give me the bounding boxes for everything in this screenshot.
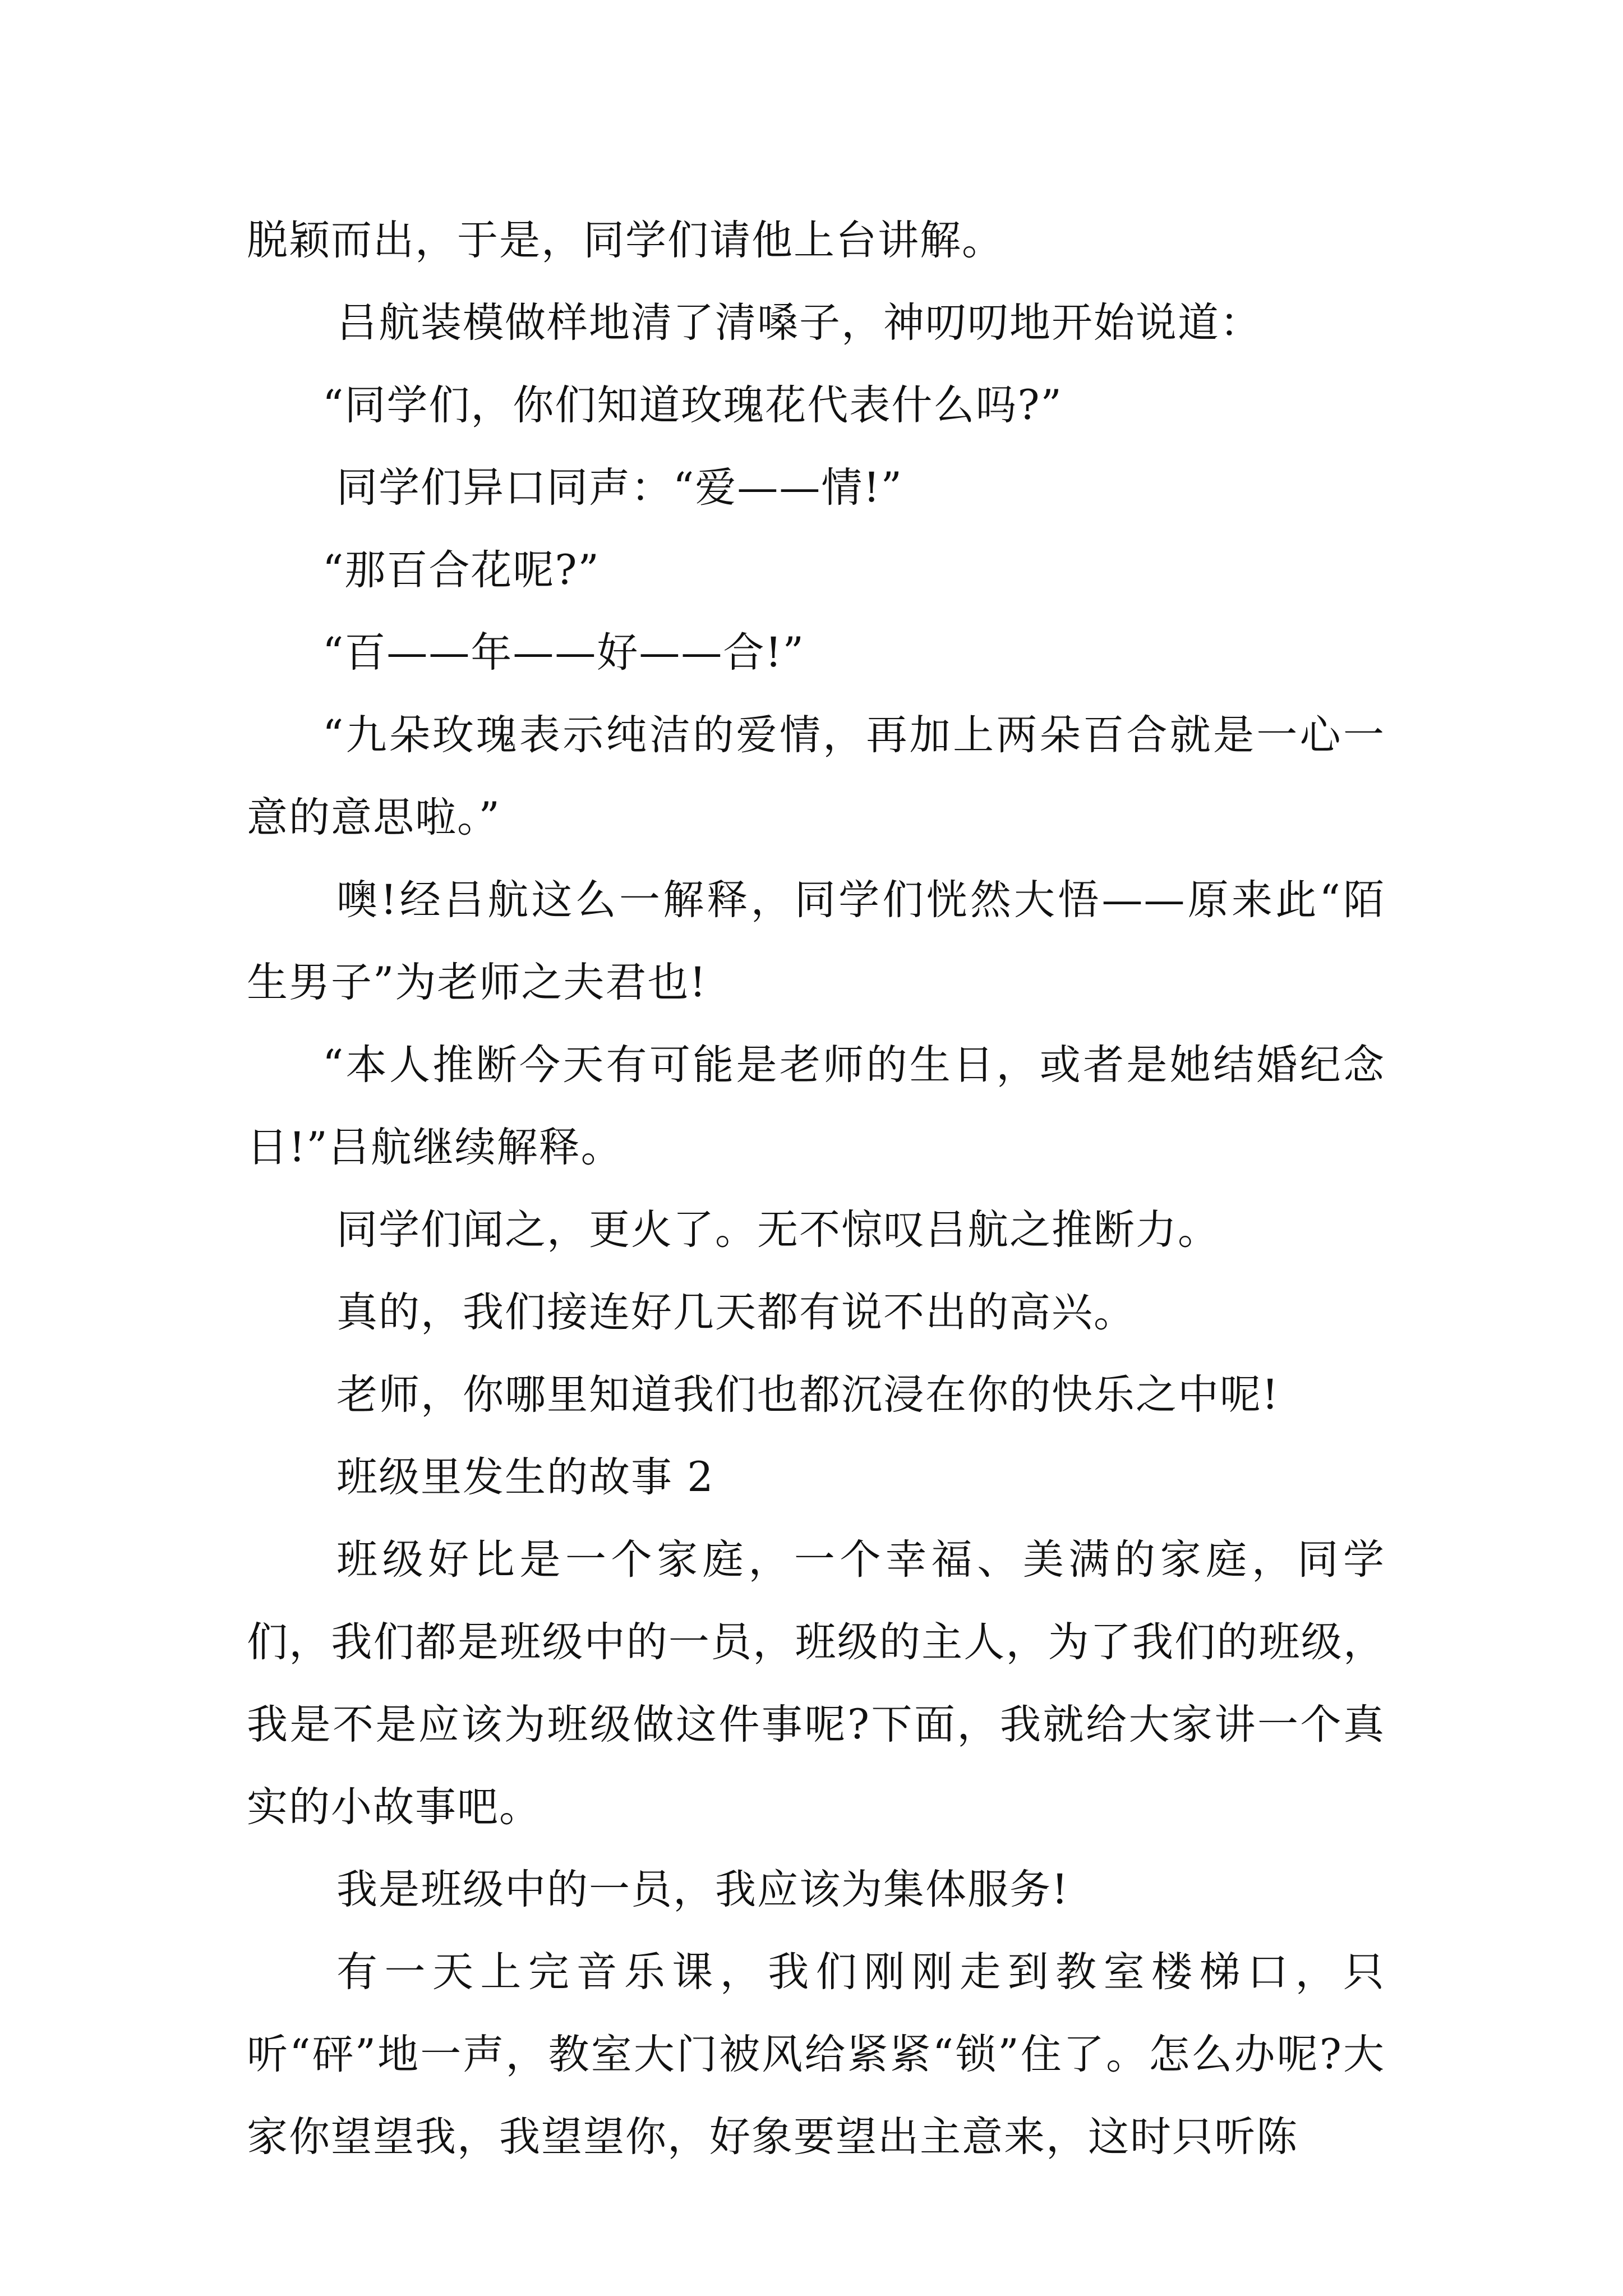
paragraph: 有一天上完音乐课，我们刚刚走到教室楼梯口，只听“砰”地一声，教室大门被风给紧紧“锁”住了。怎么办呢?大家你望望我，我望望你，好象要望出主意来，这时只听陈	[247, 1948, 1385, 2161]
paragraph-continuation: 脱颖而出，于是，同学们请他上台讲解。	[247, 217, 1004, 264]
paragraph: 班级好比是一个家庭，一个幸福、美满的家庭，同学们，我们都是班级中的一员，班级的主人，为了我们的班级，我是不是应该为班级做这件事呢?下面，我就给大家讲一个真实的小故事吧。	[247, 1536, 1385, 1831]
section-heading: 班级里发生的故事 2	[336, 1453, 714, 1501]
paragraph-dialogue: “同学们，你们知道玫瑰花代表什么吗?”	[322, 381, 1063, 429]
paragraph-dialogue: “百——年——好——合!”	[322, 629, 805, 677]
body-text	[247, 199, 1385, 2178]
paragraph: 我是班级中的一员，我应该为集体服务!	[336, 1866, 1069, 1913]
paragraph: 吕航装模做样地清了清嗓子，神叨叨地开始说道：	[336, 299, 1262, 347]
paragraph-dialogue: “那百合花呢?”	[322, 546, 600, 594]
paragraph: 噢!经吕航这么一解释，同学们恍然大悟——原来此“陌生男子”为老师之夫君也!	[247, 876, 1385, 1006]
paragraph-dialogue: “本人推断今天有可能是老师的生日，或者是她结婚纪念日!”吕航继续解释。	[247, 1041, 1385, 1171]
paragraph-dialogue: 同学们异口同声：“爱——情!”	[336, 464, 903, 512]
paragraph: 同学们闻之，更火了。无不惊叹吕航之推断力。	[336, 1206, 1220, 1254]
paragraph-dialogue: “九朵玫瑰表示纯洁的爱情，再加上两朵百合就是一心一意的意思啦。”	[247, 711, 1385, 841]
paragraph: 老师，你哪里知道我们也都沉浸在你的快乐之中呢!	[336, 1371, 1280, 1419]
paragraph: 真的，我们接连好几天都有说不出的高兴。	[336, 1289, 1136, 1336]
